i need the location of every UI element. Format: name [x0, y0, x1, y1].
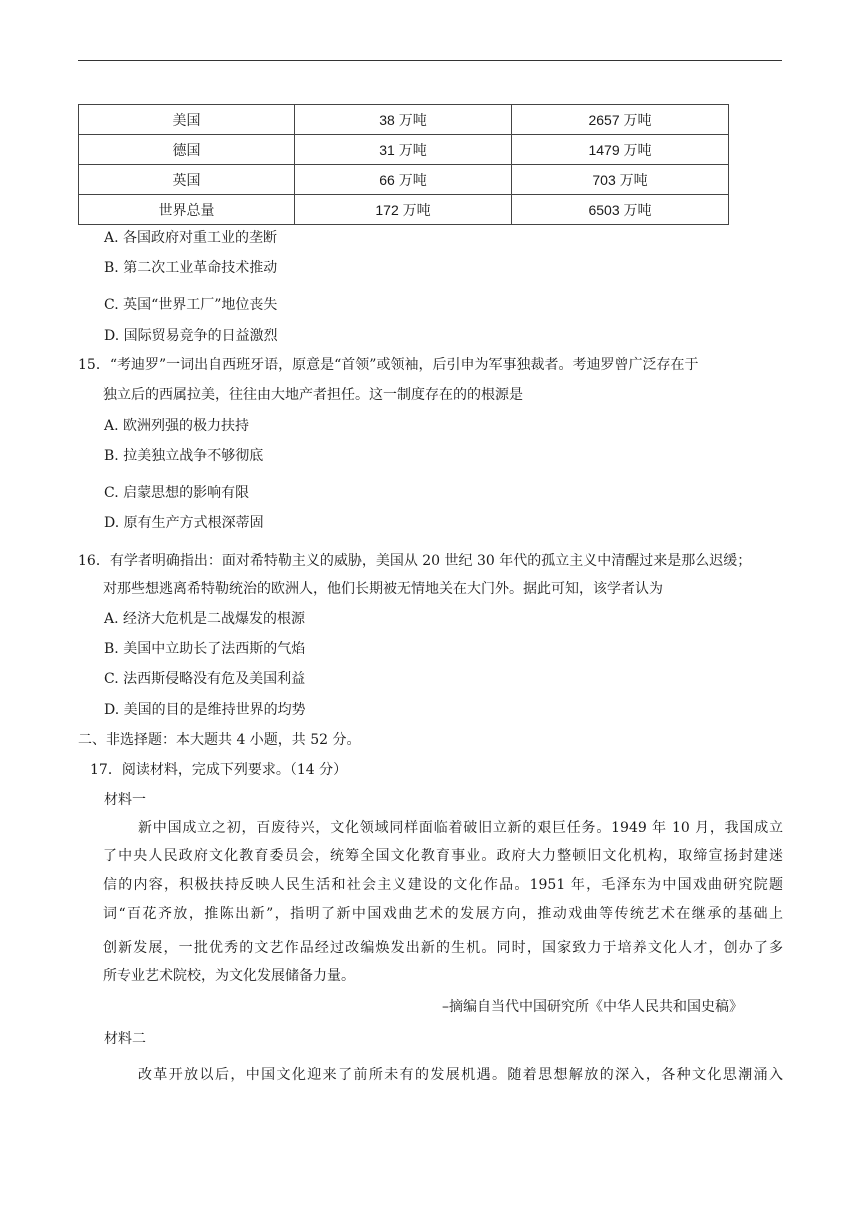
table-cell: 美国	[79, 105, 295, 135]
material-1-line: 词“百花齐放，推陈出新”，指明了新中国戏曲艺术的发展方向，推动戏曲等传统艺术在继承的基础上	[103, 906, 783, 922]
q16-option-d: D. 美国的目的是维持世界的均势	[104, 702, 306, 718]
table-cell: 38 万吨	[295, 105, 512, 135]
material-1-line: 创新发展，一批优秀的文艺作品经过改编焕发出新的生机。同时，国家致力于培养文化人才，创办了多	[103, 940, 783, 956]
material-2-label: 材料二	[104, 1031, 146, 1047]
table-cell: 66 万吨	[295, 165, 512, 195]
q16-stem-line2: 对那些想逃离希特勒统治的欧洲人，他们长期被无情地关在大门外。据此可知，该学者认为	[103, 581, 663, 597]
material-1-line: 信的内容，积极扶持反映人民生活和社会主义建设的文化作品。1951 年，毛泽东为中国戏曲研究院题	[103, 877, 783, 893]
data-table	[78, 104, 729, 225]
q15-option-c: C. 启蒙思想的影响有限	[104, 485, 250, 501]
material-1-source: –摘编自当代中国研究所《中华人民共和国史稿》	[442, 999, 743, 1015]
table-row	[79, 135, 729, 165]
table-cell: 世界总量	[79, 195, 295, 225]
material-1-label: 材料一	[104, 792, 146, 808]
table-row	[79, 195, 729, 225]
q14-option-a: A. 各国政府对重工业的垄断	[104, 230, 278, 246]
section-heading: 二、非选择题：本大题共 4 小题，共 52 分。	[78, 732, 361, 748]
material-2-line: 改革开放以后，中国文化迎来了前所未有的发展机遇。随着思想解放的深入，各种文化思潮涌入	[138, 1067, 783, 1083]
q16-option-a: A. 经济大危机是二战爆发的根源	[104, 611, 306, 627]
table-cell: 英国	[79, 165, 295, 195]
q15-stem-line2: 独立后的西属拉美，往往由大地产者担任。这一制度存在的的根源是	[103, 387, 523, 403]
q15-option-b: B. 拉美独立战争不够彻底	[104, 448, 264, 464]
q16-option-c: C. 法西斯侵略没有危及美国利益	[104, 671, 306, 687]
table-cell: 6503 万吨	[512, 195, 729, 225]
table-cell: 31 万吨	[295, 135, 512, 165]
table-cell: 1479 万吨	[512, 135, 729, 165]
table-cell: 2657 万吨	[512, 105, 729, 135]
q17-title: 17．阅读材料，完成下列要求。（14 分）	[90, 762, 348, 778]
q15-option-d: D. 原有生产方式根深蒂固	[104, 515, 264, 531]
header-rule	[78, 60, 782, 61]
q15-option-a: A. 欧洲列强的极力扶持	[104, 418, 250, 434]
material-1-line: 新中国成立之初，百废待兴，文化领域同样面临着破旧立新的艰巨任务。1949 年 10 月，我国成立	[138, 820, 783, 836]
q14-option-c: C. 英国“世界工厂”地位丧失	[104, 297, 278, 313]
material-1-line: 了中央人民政府文化教育委员会，统筹全国文化教育事业。政府大力整顿旧文化机构，取缔宣扬封建迷	[103, 848, 783, 864]
q16-stem-line1: 16．有学者明确指出：面对希特勒主义的威胁，美国从 20 世纪 30 年代的孤立主义中清醒过来是那么迟缓；	[78, 553, 752, 569]
q14-option-b: B. 第二次工业革命技术推动	[104, 260, 278, 276]
table-cell: 德国	[79, 135, 295, 165]
q14-option-d: D. 国际贸易竞争的日益激烈	[104, 328, 278, 344]
q15-stem-line1: 15．“考迪罗”一词出自西班牙语，原意是“首领”或领袖，后引申为军事独裁者。考迪罗曾广泛存在于	[78, 357, 699, 373]
table-cell: 172 万吨	[295, 195, 512, 225]
q16-option-b: B. 美国中立助长了法西斯的气焰	[104, 641, 306, 657]
material-1-line: 所专业艺术院校，为文化发展储备力量。	[103, 968, 355, 984]
table-cell: 703 万吨	[512, 165, 729, 195]
table-row	[79, 165, 729, 195]
table-row	[79, 105, 729, 135]
